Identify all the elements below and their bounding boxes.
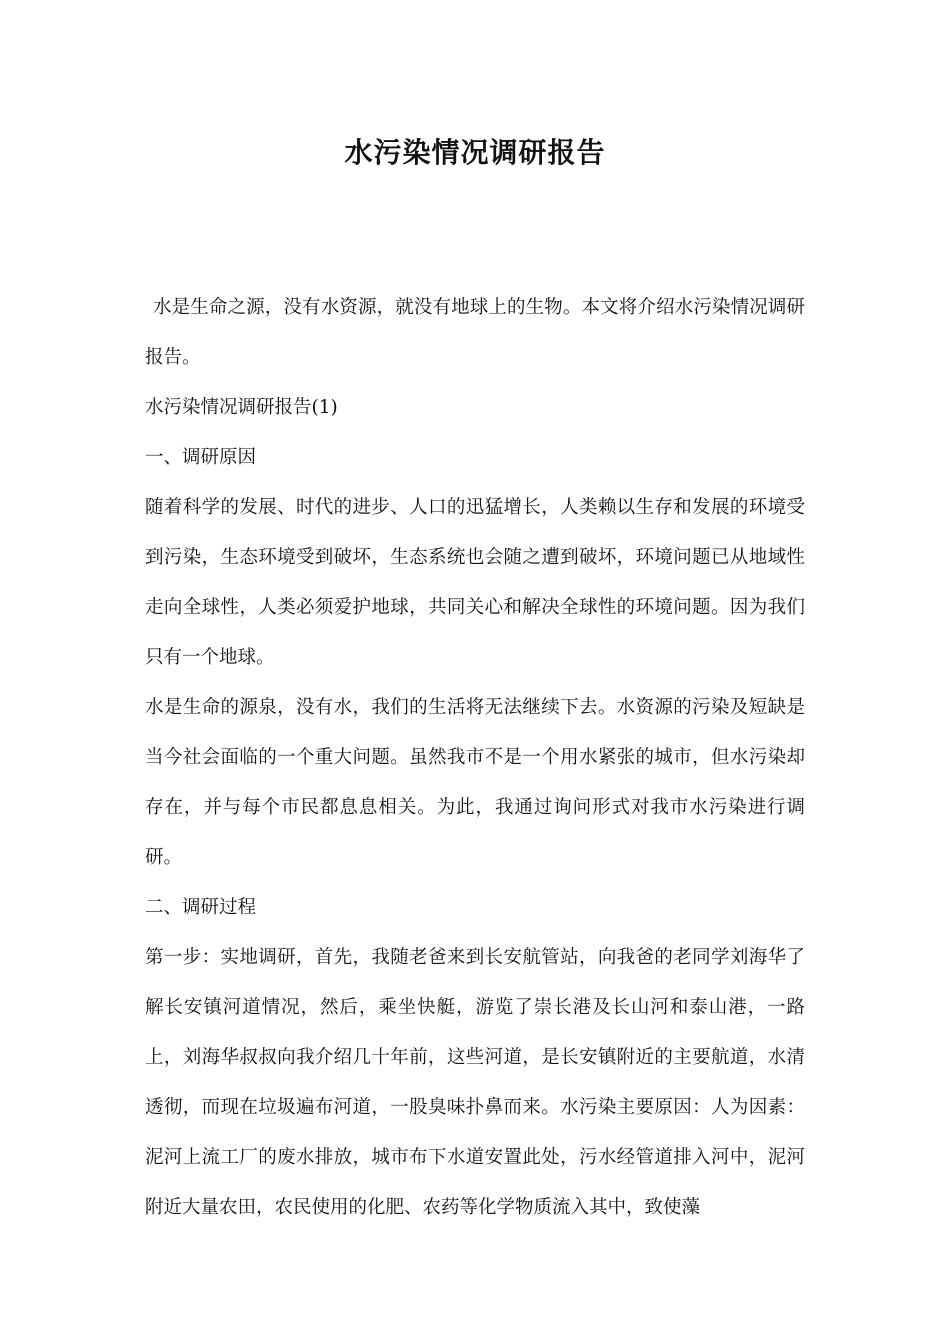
intro-paragraph: 水是生命之源，没有水资源，就没有地球上的生物。本文将介绍水污染情况调研报告。 <box>145 297 805 368</box>
section-heading-process: 二、调研过程 <box>145 897 257 918</box>
reason-paragraph-2: 水是生命的源泉，没有水，我们的生活将无法继续下去。水资源的污染及短缺是当今社会面临的一个重大问题。虽然我市不是一个用水紧张的城市，但水污染却存在，并与每个市民都息息相关。为此，我通过询问形式对我市水污染进行调研。 <box>145 697 805 868</box>
document-body <box>145 283 805 1233</box>
process-paragraph-1: 第一步：实地调研，首先，我随老爸来到长安航管站，向我爸的老同学刘海华了解长安镇河道情况，然后，乘坐快艇，游览了崇长港及长山河和泰山港，一路上，刘海华叔叔向我介绍几十年前，这些河道，是长安镇附近的主要航道，水清透彻，而现在垃圾遍布河道，一股臭味扑鼻而来。水污染主要原因：人为因素：泥河上流工厂的废水排放，城市布下水道安置此处，污水经管道排入河中，泥河附近大量农田，农民使用的化肥、农药等化学物质流入其中，致使藻 <box>145 947 805 1218</box>
section-heading-reason: 一、调研原因 <box>145 447 257 468</box>
report-subtitle: 水污染情况调研报告(1) <box>145 397 338 418</box>
document-title: 水污染情况调研报告 <box>344 136 606 169</box>
reason-paragraph-1: 随着科学的发展、时代的进步、人口的迅猛增长，人类赖以生存和发展的环境受到污染，生态环境受到破坏，生态系统也会随之遭到破坏，环境问题已从地域性走向全球性，人类必须爱护地球，共同关心和解决全球性的环境问题。因为我们只有一个地球。 <box>145 497 805 668</box>
